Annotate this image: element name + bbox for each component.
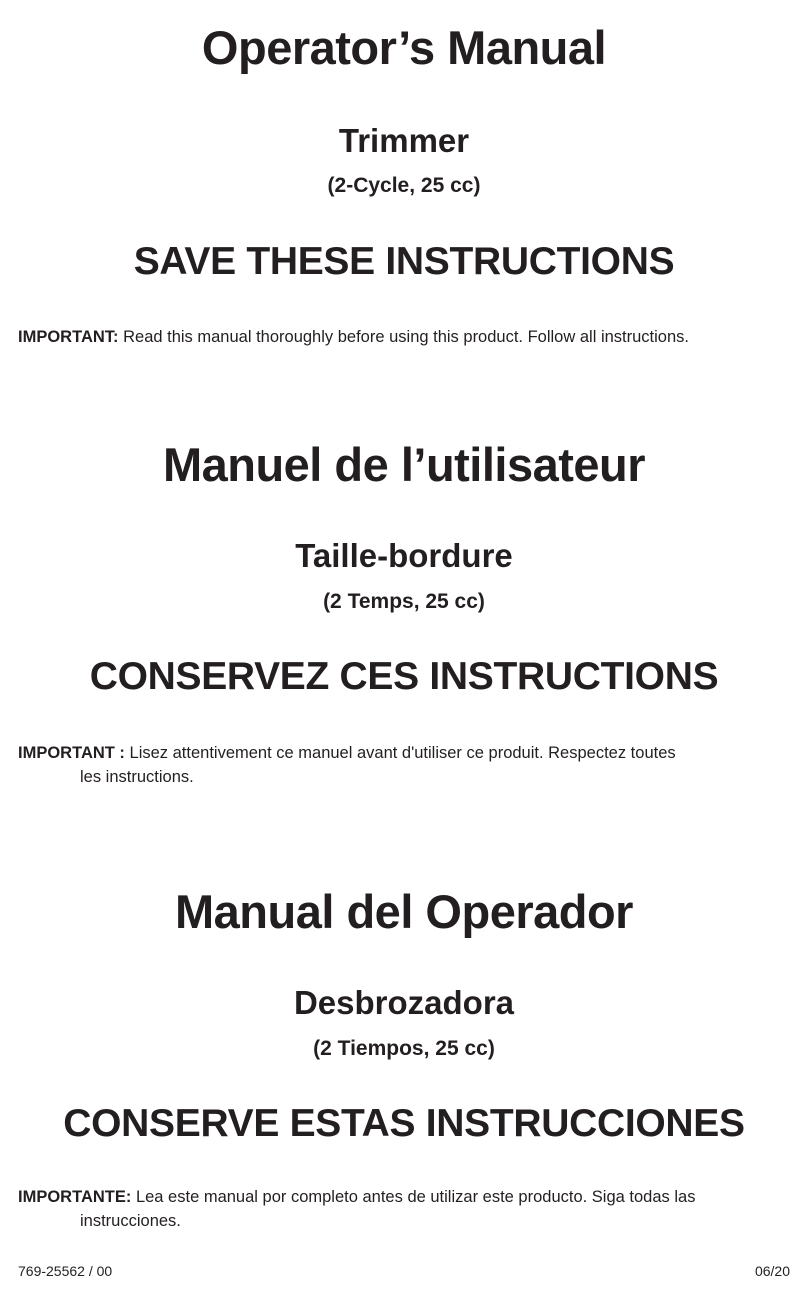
spanish-title: Manual del Operador (175, 885, 633, 938)
english-product-name: Trimmer (338, 122, 470, 159)
spanish-important-label: IMPORTANTE: (18, 1188, 132, 1206)
spanish-important-notice (18, 1185, 790, 1233)
english-important-text: Read this manual thoroughly before using this product. Follow all instructions. (118, 328, 689, 346)
french-title: Manuel de l’utilisateur (162, 438, 646, 491)
english-important-notice (18, 325, 790, 349)
english-product-spec: (2-Cycle, 25 cc) (327, 174, 481, 197)
french-important-text-continued: les instructions. (80, 768, 194, 786)
english-title: Operator’s Manual (201, 21, 607, 74)
footer-date: 06/20 (754, 1263, 790, 1279)
spanish-save-instructions: CONSERVE ESTAS INSTRUCCIONES (63, 1102, 745, 1145)
french-product-spec: (2 Temps, 25 cc) (323, 590, 485, 613)
spanish-product-spec: (2 Tiempos, 25 cc) (313, 1037, 495, 1060)
spanish-important-text-continued: instrucciones. (80, 1212, 181, 1230)
footer-part-number: 769-25562 / 00 (18, 1263, 113, 1279)
french-important-label: IMPORTANT : (18, 744, 125, 762)
spanish-product-name: Desbrozadora (293, 984, 515, 1021)
french-important-text: Lisez attentivement ce manuel avant d'utiliser ce produit. Respectez toutes (124, 744, 676, 762)
french-save-instructions: CONSERVEZ CES INSTRUCTIONS (89, 655, 719, 698)
french-important-notice (18, 741, 790, 789)
english-important-label: IMPORTANT: (18, 328, 119, 346)
french-product-name: Taille-bordure (295, 537, 513, 574)
spanish-important-text: Lea este manual por completo antes de utilizar este producto. Siga todas las (131, 1188, 696, 1206)
english-save-instructions: SAVE THESE INSTRUCTIONS (133, 240, 675, 283)
